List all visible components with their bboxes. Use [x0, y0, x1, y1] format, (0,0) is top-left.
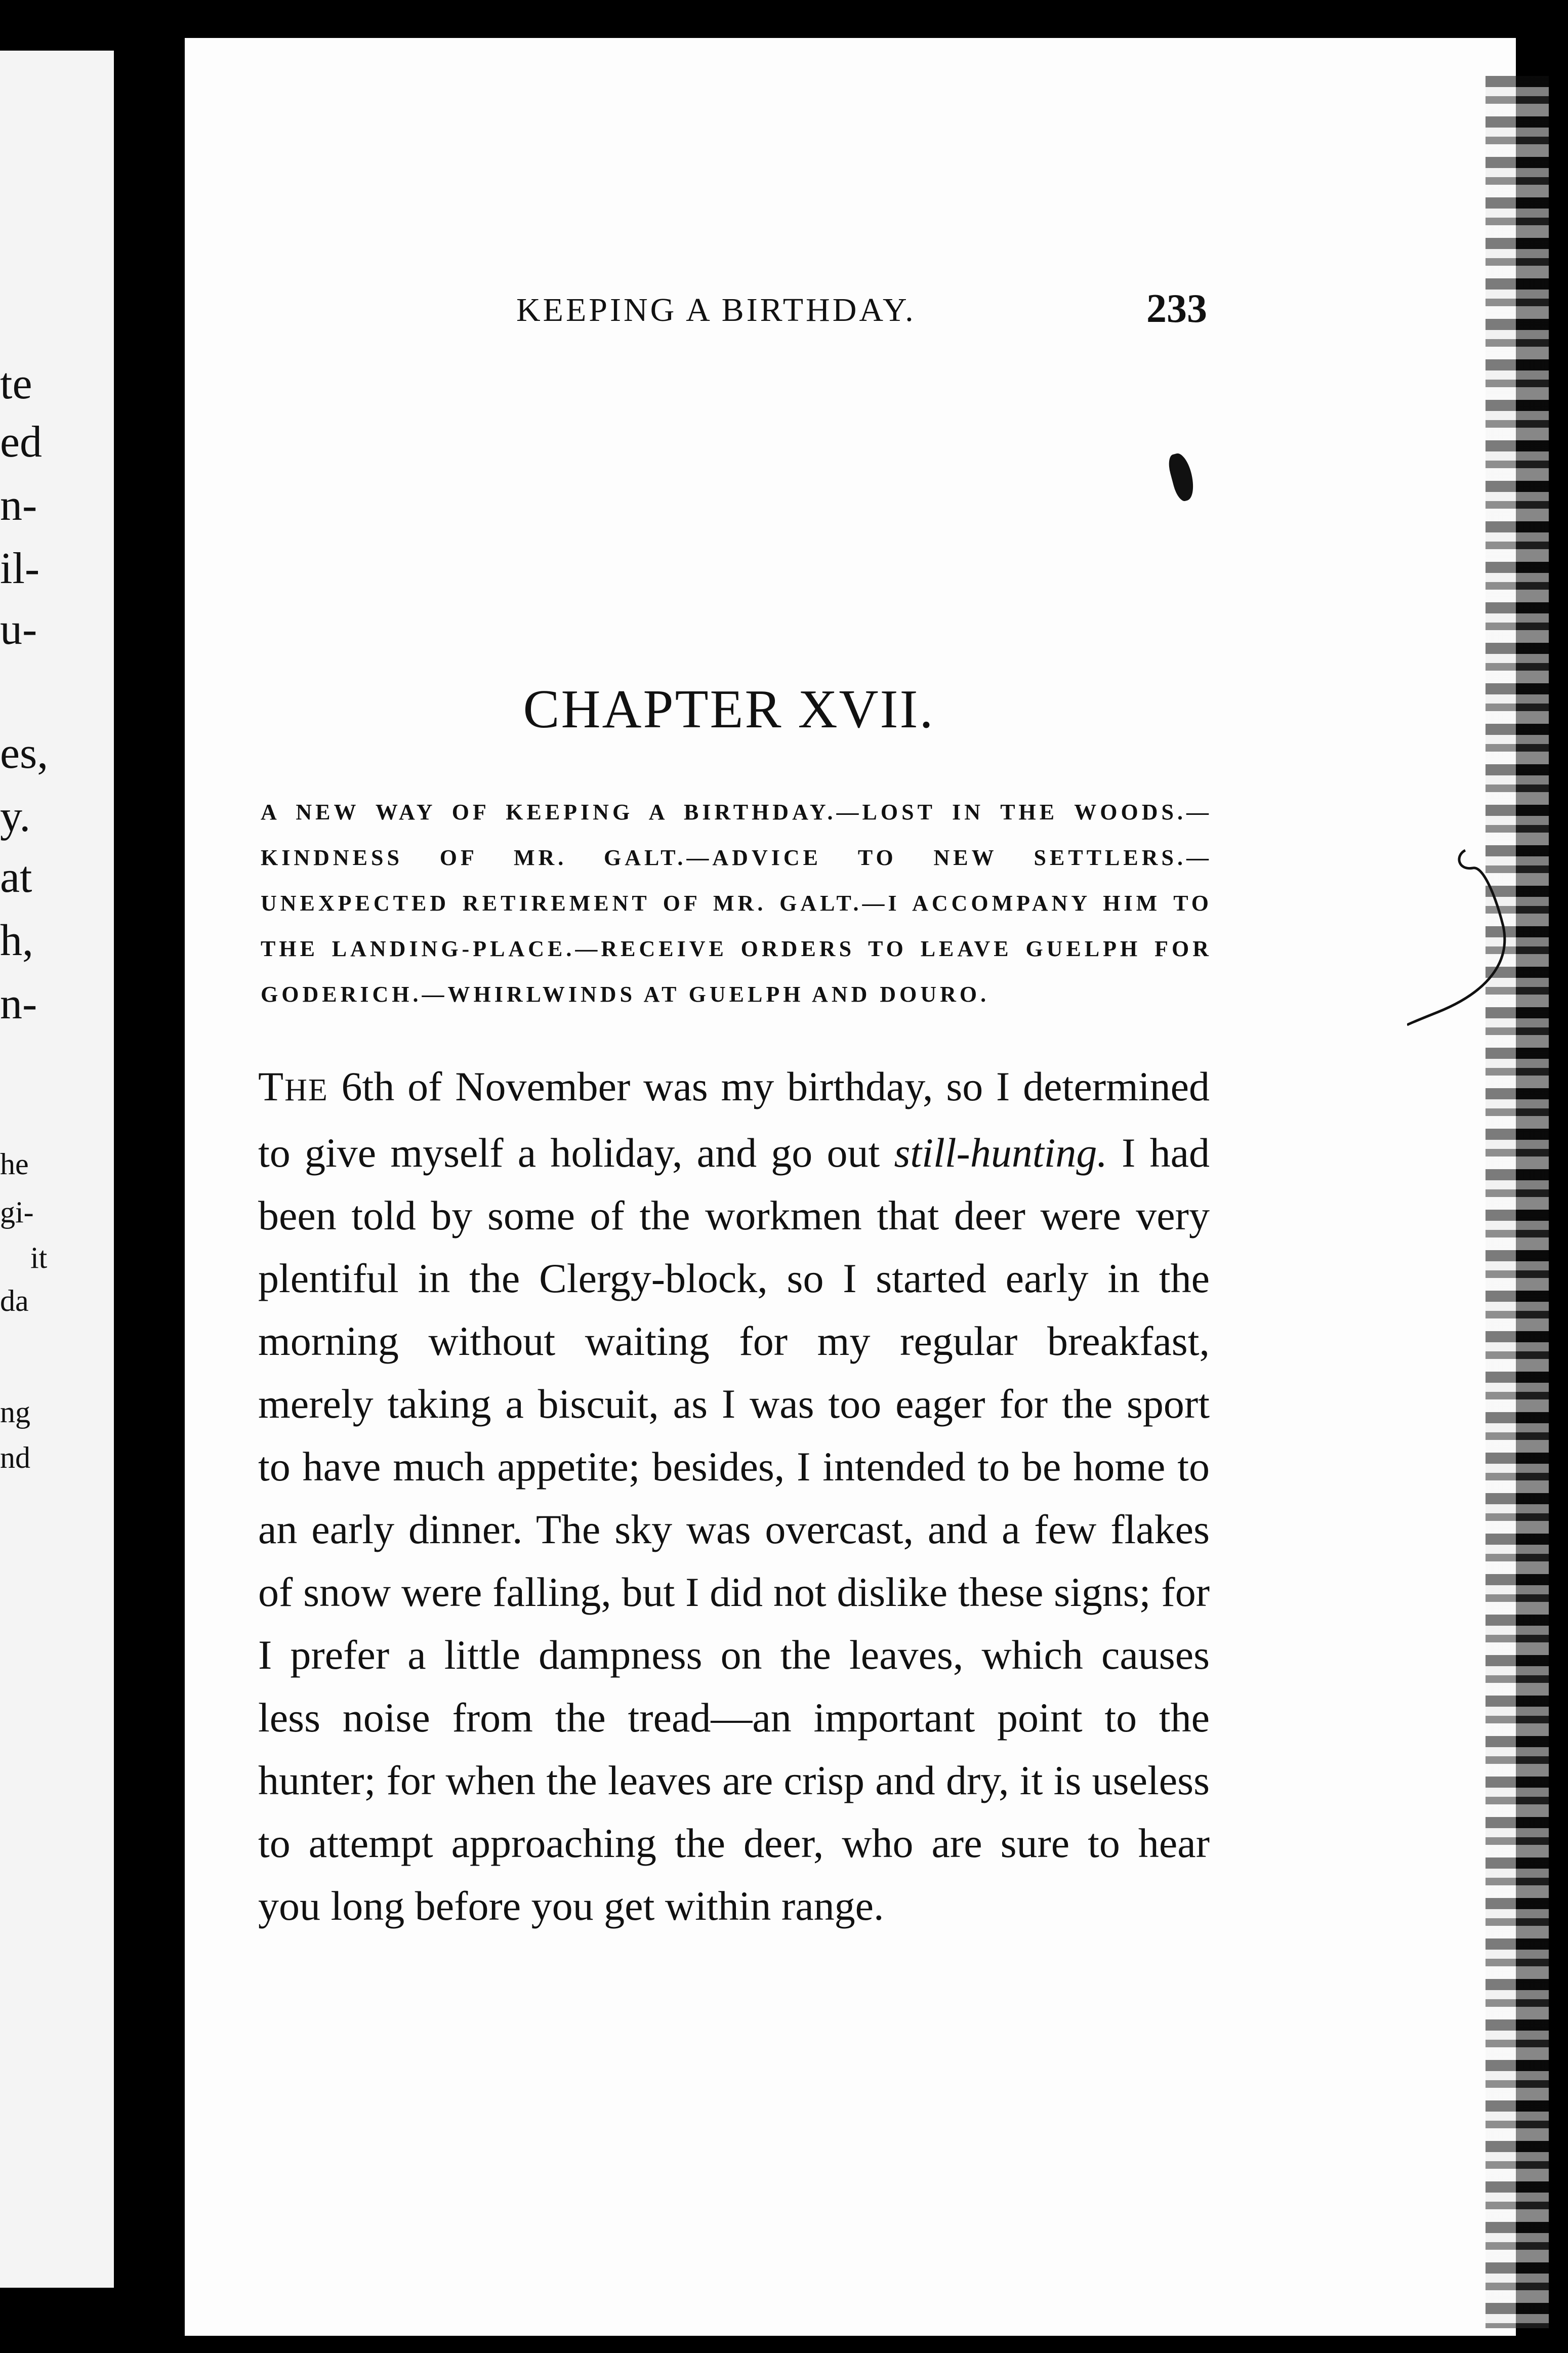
chapter-synopsis: A NEW WAY OF KEEPING A BIRTHDAY.—LOST IN THE WOODS.—KINDNESS OF MR. GALT.—ADVICE TO NEW SETTLERS.—UNEXPECTED RETIREMENT OF MR. GALT.—I ACCOMPANY HIM TO THE LANDING-PLACE.—RECEIVE ORDERS TO LEAVE GUELPH FOR GODERICH.—WHIRLWINDS AT GUELPH AND DOURO.: [261, 800, 1212, 1007]
italic-phrase: still-hunting.: [894, 1130, 1107, 1176]
page-number: 233: [1146, 286, 1207, 331]
facing-page-fragment: y.: [0, 792, 31, 841]
first-letter: T: [258, 1063, 285, 1109]
facing-page-sliver: [0, 51, 114, 2288]
facing-page-fragment: n-: [0, 481, 37, 530]
body-text-part-2: I had been told by some of the workmen that deer were very plentiful in the Clergy-block, so I started early in the morning without waiting for my regular breakfast, merely taking a biscuit, as I was too eager for the sport to have much appetite; besides, I intended to be home to an early dinner. The sky was overcast, and a few flakes of snow were falling, but I did not dislike these signs; for I prefer a little dampness on the leaves, which causes less noise from the tread—an important point to the hunter; for when the leaves are crisp and dry, it is useless to attempt approaching the deer, who are sure to hear you long before you get within range.: [258, 1130, 1210, 1929]
facing-page-fragment: u-: [0, 605, 37, 654]
facing-page-fragment: es,: [0, 729, 49, 778]
first-word-small-caps: HE: [284, 1073, 328, 1107]
facing-page-fragment: it: [30, 1241, 48, 1274]
facing-page-fragment: he: [0, 1147, 29, 1181]
facing-page-fragment: da: [0, 1284, 29, 1317]
running-head: KEEPING A BIRTHDAY.: [516, 292, 916, 328]
body-paragraph: [258, 1055, 1210, 1937]
facing-page-fragment: te: [0, 359, 32, 408]
first-word: [258, 1063, 328, 1109]
page-edge-noise: [1486, 76, 1549, 2328]
facing-page-fragment: n-: [0, 979, 37, 1028]
facing-page-fragment: at: [0, 853, 32, 902]
facing-page-fragment: ng: [0, 1395, 30, 1429]
facing-page-fragment: gi-: [0, 1195, 34, 1229]
facing-page-fragment: h,: [0, 916, 33, 965]
body-text-part-1: 6th of November was my birthday, so I determined to give myself a holiday, and go out: [258, 1063, 1210, 1176]
chapter-title: CHAPTER XVII.: [523, 679, 935, 739]
facing-page-fragment: ed: [0, 418, 43, 467]
margin-pencil-mark: [1407, 840, 1523, 1053]
facing-page-fragment: il-: [0, 544, 40, 593]
facing-page-fragment: nd: [0, 1441, 30, 1474]
